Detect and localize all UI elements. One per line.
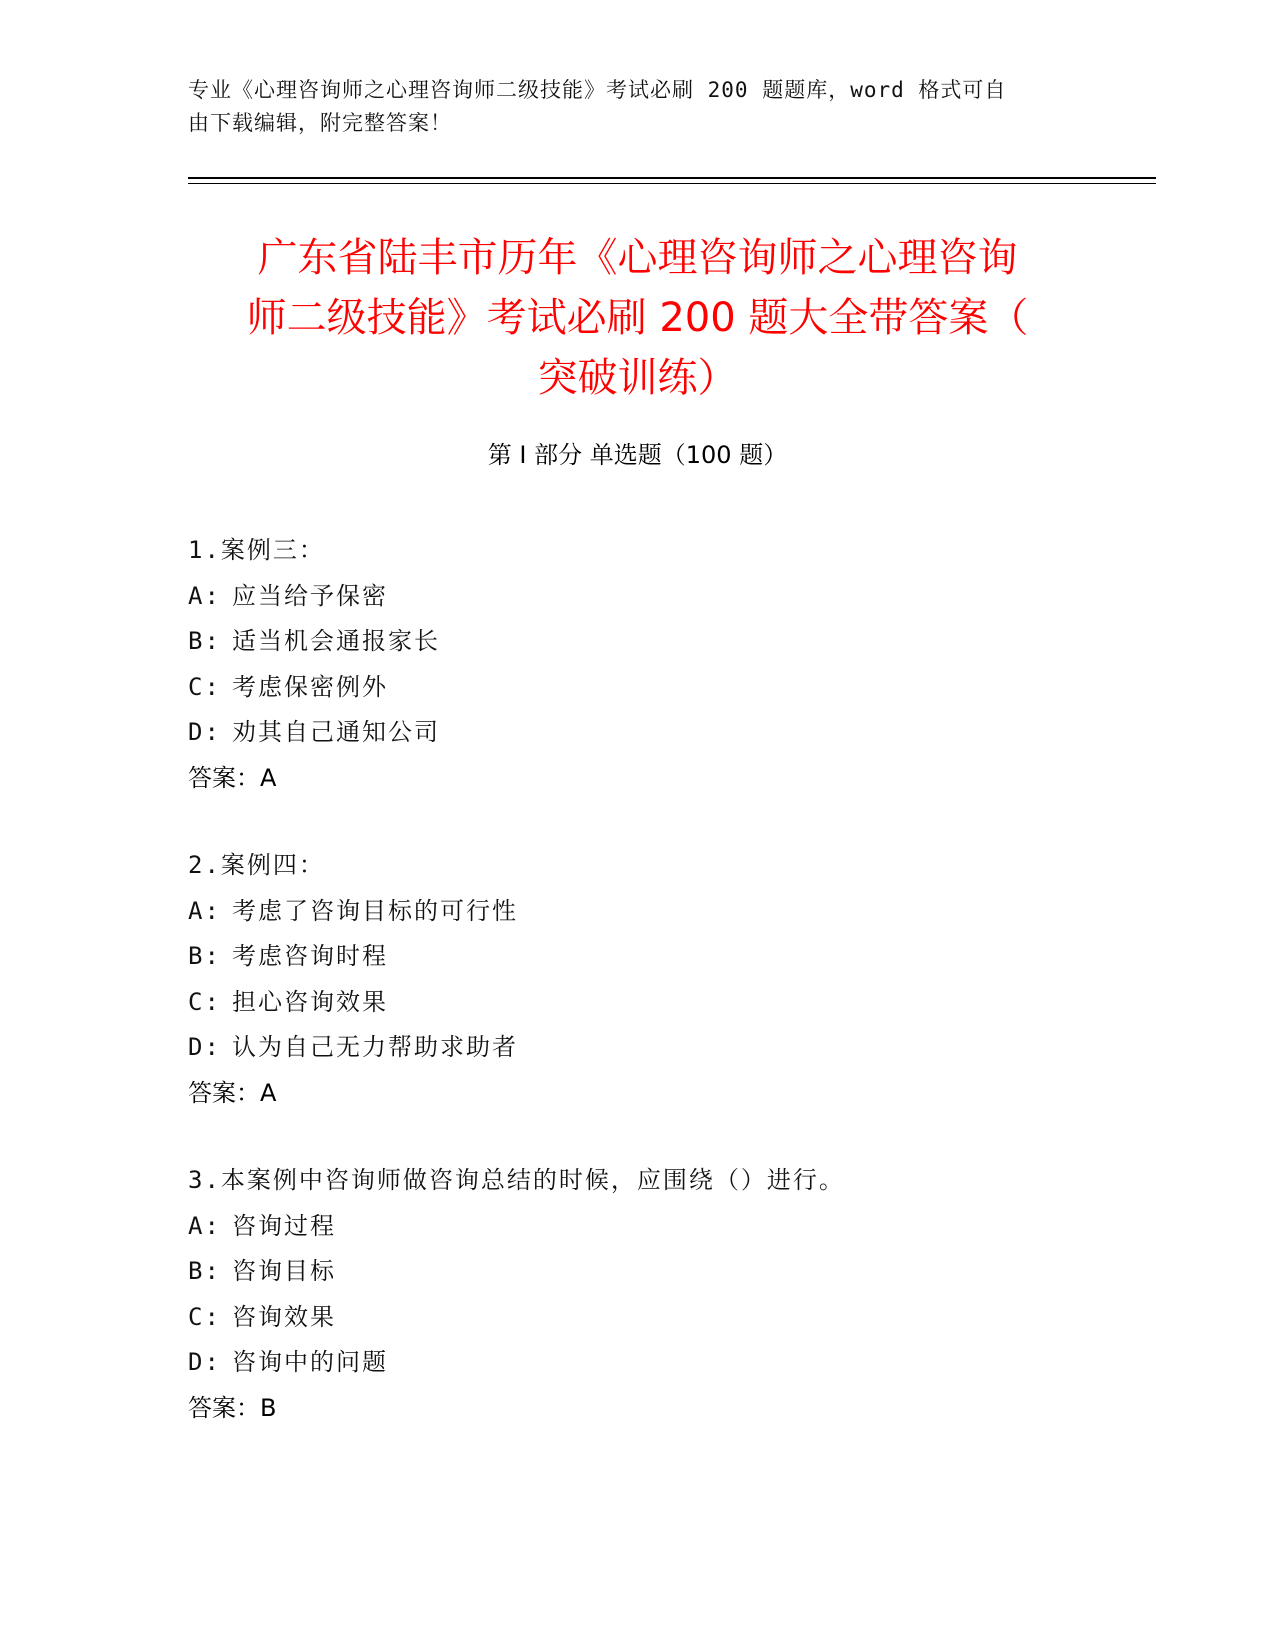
answer-line: 答案：A <box>188 1078 277 1107</box>
option-c <box>188 980 1088 1026</box>
option-c <box>188 1295 1088 1341</box>
option-text: 担心咨询效果 <box>232 987 388 1016</box>
question-item <box>188 843 1088 1116</box>
option-b <box>188 619 1088 665</box>
question-stem: 1.案例三： <box>188 536 325 564</box>
header-note-line-2: 由下载编辑，附完整答案！ <box>188 111 452 135</box>
option-letter: D: <box>188 1348 221 1376</box>
question-stem: 3.本案例中咨询师做咨询总结的时候，应围绕（）进行。 <box>188 1166 845 1194</box>
question-list <box>188 528 1088 1473</box>
option-text: 应当给予保密 <box>232 581 388 610</box>
question-item <box>188 528 1088 801</box>
header-note <box>188 74 1088 140</box>
option-a <box>188 1204 1088 1250</box>
option-b <box>188 1249 1088 1295</box>
option-a <box>188 889 1088 935</box>
option-letter: C: <box>188 1302 221 1331</box>
document-title-line-2: 师二级技能》考试必刷 200 题大全带答案（ <box>246 295 1029 341</box>
answer-line: 答案：B <box>188 1393 277 1422</box>
document-title-line-3: 突破训练） <box>537 355 738 401</box>
option-a <box>188 574 1088 620</box>
question-item <box>188 1158 1088 1431</box>
answer-line: 答案：A <box>188 763 277 792</box>
option-c <box>188 665 1088 711</box>
header-divider-thick <box>188 177 1156 179</box>
option-letter: B: <box>188 1257 221 1285</box>
option-text: 咨询中的问题 <box>232 1348 388 1376</box>
option-text: 考虑了咨询目标的可行性 <box>232 896 518 925</box>
question-stem: 2.案例四： <box>188 851 325 879</box>
option-letter: A: <box>188 896 221 925</box>
option-letter: B: <box>188 942 221 970</box>
option-letter: A: <box>188 581 221 610</box>
option-text: 适当机会通报家长 <box>232 627 440 655</box>
option-b <box>188 934 1088 980</box>
option-d <box>188 1025 1088 1071</box>
header-divider-thin <box>188 183 1156 184</box>
option-text: 咨询目标 <box>232 1257 336 1285</box>
option-letter: C: <box>188 987 221 1016</box>
section-title: 第 I 部分 单选题（100 题） <box>487 441 788 469</box>
option-text: 考虑保密例外 <box>232 672 388 701</box>
option-text: 咨询效果 <box>232 1302 336 1331</box>
option-letter: A: <box>188 1211 221 1240</box>
option-letter: B: <box>188 627 221 655</box>
option-d <box>188 710 1088 756</box>
document-title <box>190 228 1085 408</box>
header-note-line-1: 专业《心理咨询师之心理咨询师二级技能》考试必刷 200 题题库，word 格式可自 <box>188 78 1007 102</box>
option-text: 咨询过程 <box>232 1211 336 1240</box>
option-letter: D: <box>188 1033 221 1061</box>
option-d <box>188 1340 1088 1386</box>
option-letter: D: <box>188 718 221 746</box>
option-text: 考虑咨询时程 <box>232 942 388 970</box>
document-title-line-1: 广东省陆丰市历年《心理咨询师之心理咨询 <box>257 235 1018 281</box>
option-text: 劝其自己通知公司 <box>232 718 440 746</box>
option-text: 认为自己无力帮助求助者 <box>232 1033 518 1061</box>
option-letter: C: <box>188 672 221 701</box>
